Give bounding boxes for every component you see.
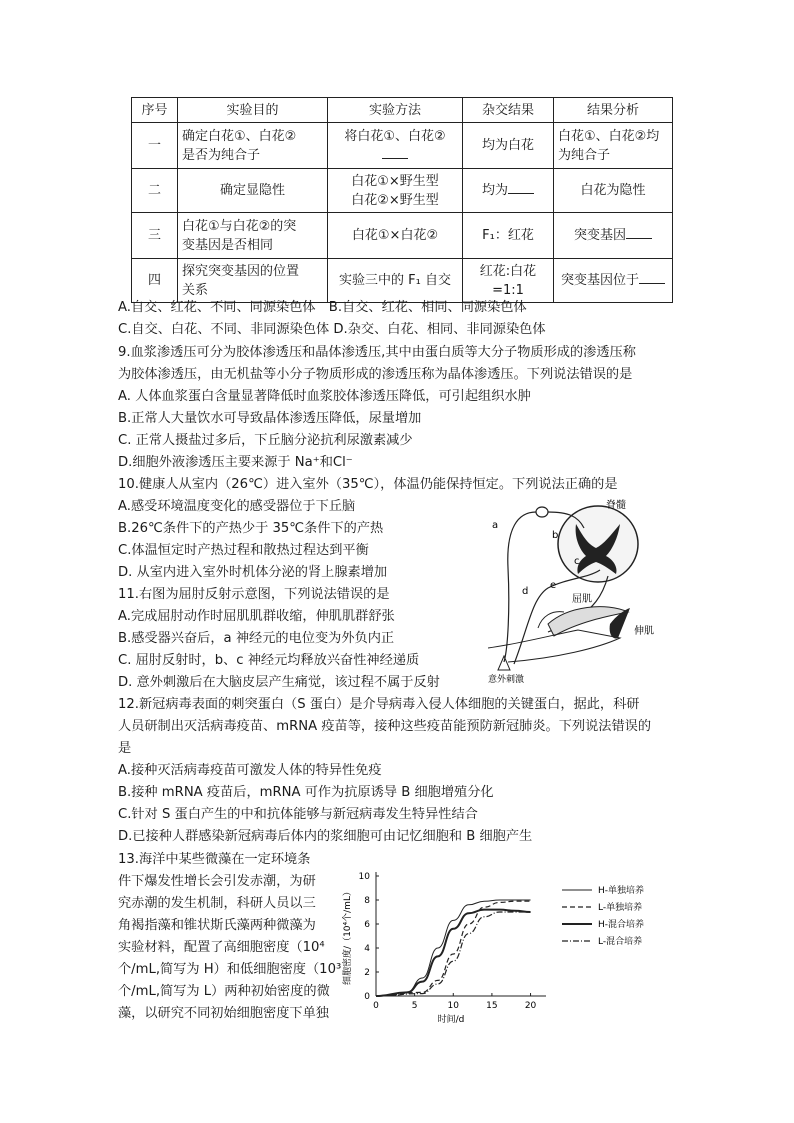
q10-option: B.26℃条件下的产热少于 35℃条件下的产热: [118, 521, 384, 536]
q13-text: 件下爆发性增长会引发赤潮，为研: [118, 874, 316, 889]
row-result: F₁：红花: [463, 213, 554, 259]
label-flexor: 屈肌: [572, 594, 592, 605]
row-analysis: 突变基因位于: [554, 259, 673, 303]
q11-option: C. 屈肘反射时，b、c 神经元均释放兴奋性神经递质: [118, 653, 420, 668]
table-row: [132, 123, 673, 169]
row-analysis: 白花①、白花②均 为纯合子: [554, 123, 673, 169]
q13-text: 个/mL,简写为 L）两种初始密度的微: [118, 984, 330, 999]
table-header: 实验方法: [328, 98, 463, 123]
q11-stem: 11.右图为屈肘反射示意图，下列说法错误的是: [118, 587, 390, 602]
table-header: 实验目的: [178, 98, 328, 123]
series-line: [376, 901, 531, 996]
row-purpose: 探究突变基因的位置 关系: [178, 259, 328, 303]
label-b: b: [552, 530, 559, 541]
q8-option-line: A.自交、红花、不同、同源染色体 B.自交、红花、相同、同源染色体: [118, 300, 527, 315]
x-tick-label: 15: [486, 1001, 498, 1011]
q9-option: C. 正常人摄盐过多后，下丘脑分泌抗利尿激素减少: [118, 433, 413, 448]
q9-option: A. 人体血浆蛋白含量显著降低时血浆胶体渗透压降低，可引起组织水肿: [118, 389, 531, 404]
row-number: 一: [132, 123, 178, 169]
growth-chart: [340, 862, 700, 1030]
row-analysis: 白花为隐性: [554, 169, 673, 213]
y-tick-label: 2: [364, 968, 370, 978]
table-header: 序号: [132, 98, 178, 123]
q9-stem: 为胶体渗透压，由无机盐等小分子物质形成的渗透压称为晶体渗透压。下列说法错误的是: [118, 367, 633, 382]
q12-option: C.针对 S 蛋白产生的中和抗体能够与新冠病毒发生特异性结合: [118, 807, 478, 822]
legend-label: L-混合培养: [598, 937, 643, 947]
afferent-nerve: [504, 512, 536, 662]
row-number: 二: [132, 169, 178, 213]
legend-label: H-混合培养: [598, 920, 645, 930]
label-extensor: 伸肌: [634, 626, 654, 637]
row-result: 均为: [463, 169, 554, 213]
ganglion-shape: [536, 507, 548, 517]
answer-blank: [639, 271, 665, 284]
y-tick-label: 8: [364, 896, 370, 906]
row-method: 实验三中的 F₁ 自交: [328, 259, 463, 303]
row-number: 四: [132, 259, 178, 303]
row-result: 红花:白花 =1:1: [463, 259, 554, 303]
y-tick-label: 10: [358, 872, 370, 882]
row-method: 白花①×白花②: [328, 213, 463, 259]
legend-label: H-单独培养: [598, 886, 645, 896]
row-result: 均为白花: [463, 123, 554, 169]
table-row: [132, 169, 673, 213]
q12-stem: 12.新冠病毒表面的刺突蛋白（S 蛋白）是介导病毒入侵人体细胞的关键蛋白，据此，科研: [118, 697, 640, 712]
row-method: 白花①×野生型 白花②×野生型: [328, 169, 463, 213]
q11-option: B.感受器兴奋后，a 神经元的电位变为外负内正: [118, 631, 395, 646]
q8-option-line: C.自交、白花、不同、非同源染色体 D.杂交、白花、相同、非同源染色体: [118, 322, 546, 337]
series-line: [376, 910, 531, 996]
x-tick-label: 5: [411, 1001, 418, 1011]
q9-stem: 9.血浆渗透压可分为胶体渗透压和晶体渗透压,其中由蛋白质等大分子物质形成的渗透压称: [118, 345, 636, 360]
q12-option: A.接种灭活病毒疫苗可激发人体的特异性免疫: [118, 763, 382, 778]
q10-option: D. 从室内进入室外时机体分泌的肾上腺素增加: [118, 565, 388, 580]
label-d: d: [522, 586, 529, 597]
table-header-row: [132, 98, 673, 123]
series-line: [376, 900, 531, 996]
table-header: 结果分析: [554, 98, 673, 123]
q12-option: B.接种 mRNA 疫苗后，mRNA 可作为抗原诱导 B 细胞增殖分化: [118, 785, 494, 800]
y-tick-label: 4: [364, 944, 370, 954]
q9-option: B.正常人大量饮水可导致晶体渗透压降低，尿量增加: [118, 411, 422, 426]
table-row: [132, 259, 673, 303]
x-tick-label: 10: [447, 1001, 459, 1011]
q13-text: 13.海洋中某些微藻在一定环境条: [118, 852, 311, 867]
reflex-arc-figure: [488, 498, 664, 684]
q12-option: D.已接种人群感染新冠病毒后体内的浆细胞可由记忆细胞和 B 细胞产生: [118, 829, 533, 844]
label-a: a: [492, 520, 499, 531]
row-purpose: 确定显隐性: [178, 169, 328, 213]
y-tick-label: 6: [364, 920, 370, 930]
q11-option: A.完成屈肘动作时屈肌肌群收缩，伸肌肌群舒张: [118, 609, 395, 624]
q13-text: 角褐指藻和锥状斯氏藻两种微藻为: [118, 918, 316, 933]
legend-label: L-单独培养: [598, 903, 643, 913]
label-e: e: [550, 580, 557, 591]
q13-text: 究赤潮的发生机制，科研人员以三: [118, 896, 316, 911]
q10-option: A.感受环境温度变化的感受器位于下丘脑: [118, 499, 356, 514]
x-axis-label: 时间/d: [437, 1015, 465, 1025]
row-number: 三: [132, 213, 178, 259]
table-header: 杂交结果: [463, 98, 554, 123]
q13-text: 实验材料，配置了高细胞密度（10⁴: [118, 940, 325, 955]
q10-stem: 10.健康人从室内（26℃）进入室外（35℃），体温仍能保持恒定。下列说法正确的是: [118, 477, 618, 492]
row-purpose: 确定白花①、白花② 是否为纯合子: [178, 123, 328, 169]
table-row: [132, 213, 673, 259]
answer-blank: [626, 226, 652, 239]
q9-option: D.细胞外液渗透压主要来源于 Na⁺和Cl⁻: [118, 455, 353, 470]
row-analysis: 突变基因: [554, 213, 673, 259]
q12-stem: 是: [118, 741, 132, 756]
answer-blank: [508, 181, 534, 194]
answer-blank: [382, 146, 408, 159]
x-tick-label: 0: [373, 1001, 379, 1011]
q10-option: C.体温恒定时产热过程和散热过程达到平衡: [118, 543, 369, 558]
label-stimulus: 意外刺激: [488, 675, 525, 684]
spinal-label: 脊髓: [606, 500, 626, 511]
stimulus-point: [498, 656, 510, 670]
row-purpose: 白花①与白花②的突 变基因是否相同: [178, 213, 328, 259]
q12-stem: 人员研制出灭活病毒疫苗、mRNA 疫苗等，接种这些疫苗能预防新冠肺炎。下列说法错误的: [118, 719, 652, 734]
y-axis-label: 细胞密度/（10⁴个/mL）: [343, 887, 353, 985]
q11-option: D. 意外刺激后在大脑皮层产生痛觉，该过程不属于反射: [118, 675, 440, 690]
label-c: c: [574, 556, 580, 567]
row-method: 将白花①、白花②: [328, 123, 463, 169]
y-tick-label: 0: [364, 992, 370, 1002]
experiment-table: [131, 97, 673, 303]
q13-text: 藻，以研究不同初始细胞密度下单独: [118, 1006, 329, 1021]
q13-text: 个/mL,简写为 H）和低细胞密度（10³: [118, 962, 342, 977]
x-tick-label: 20: [524, 1001, 537, 1011]
